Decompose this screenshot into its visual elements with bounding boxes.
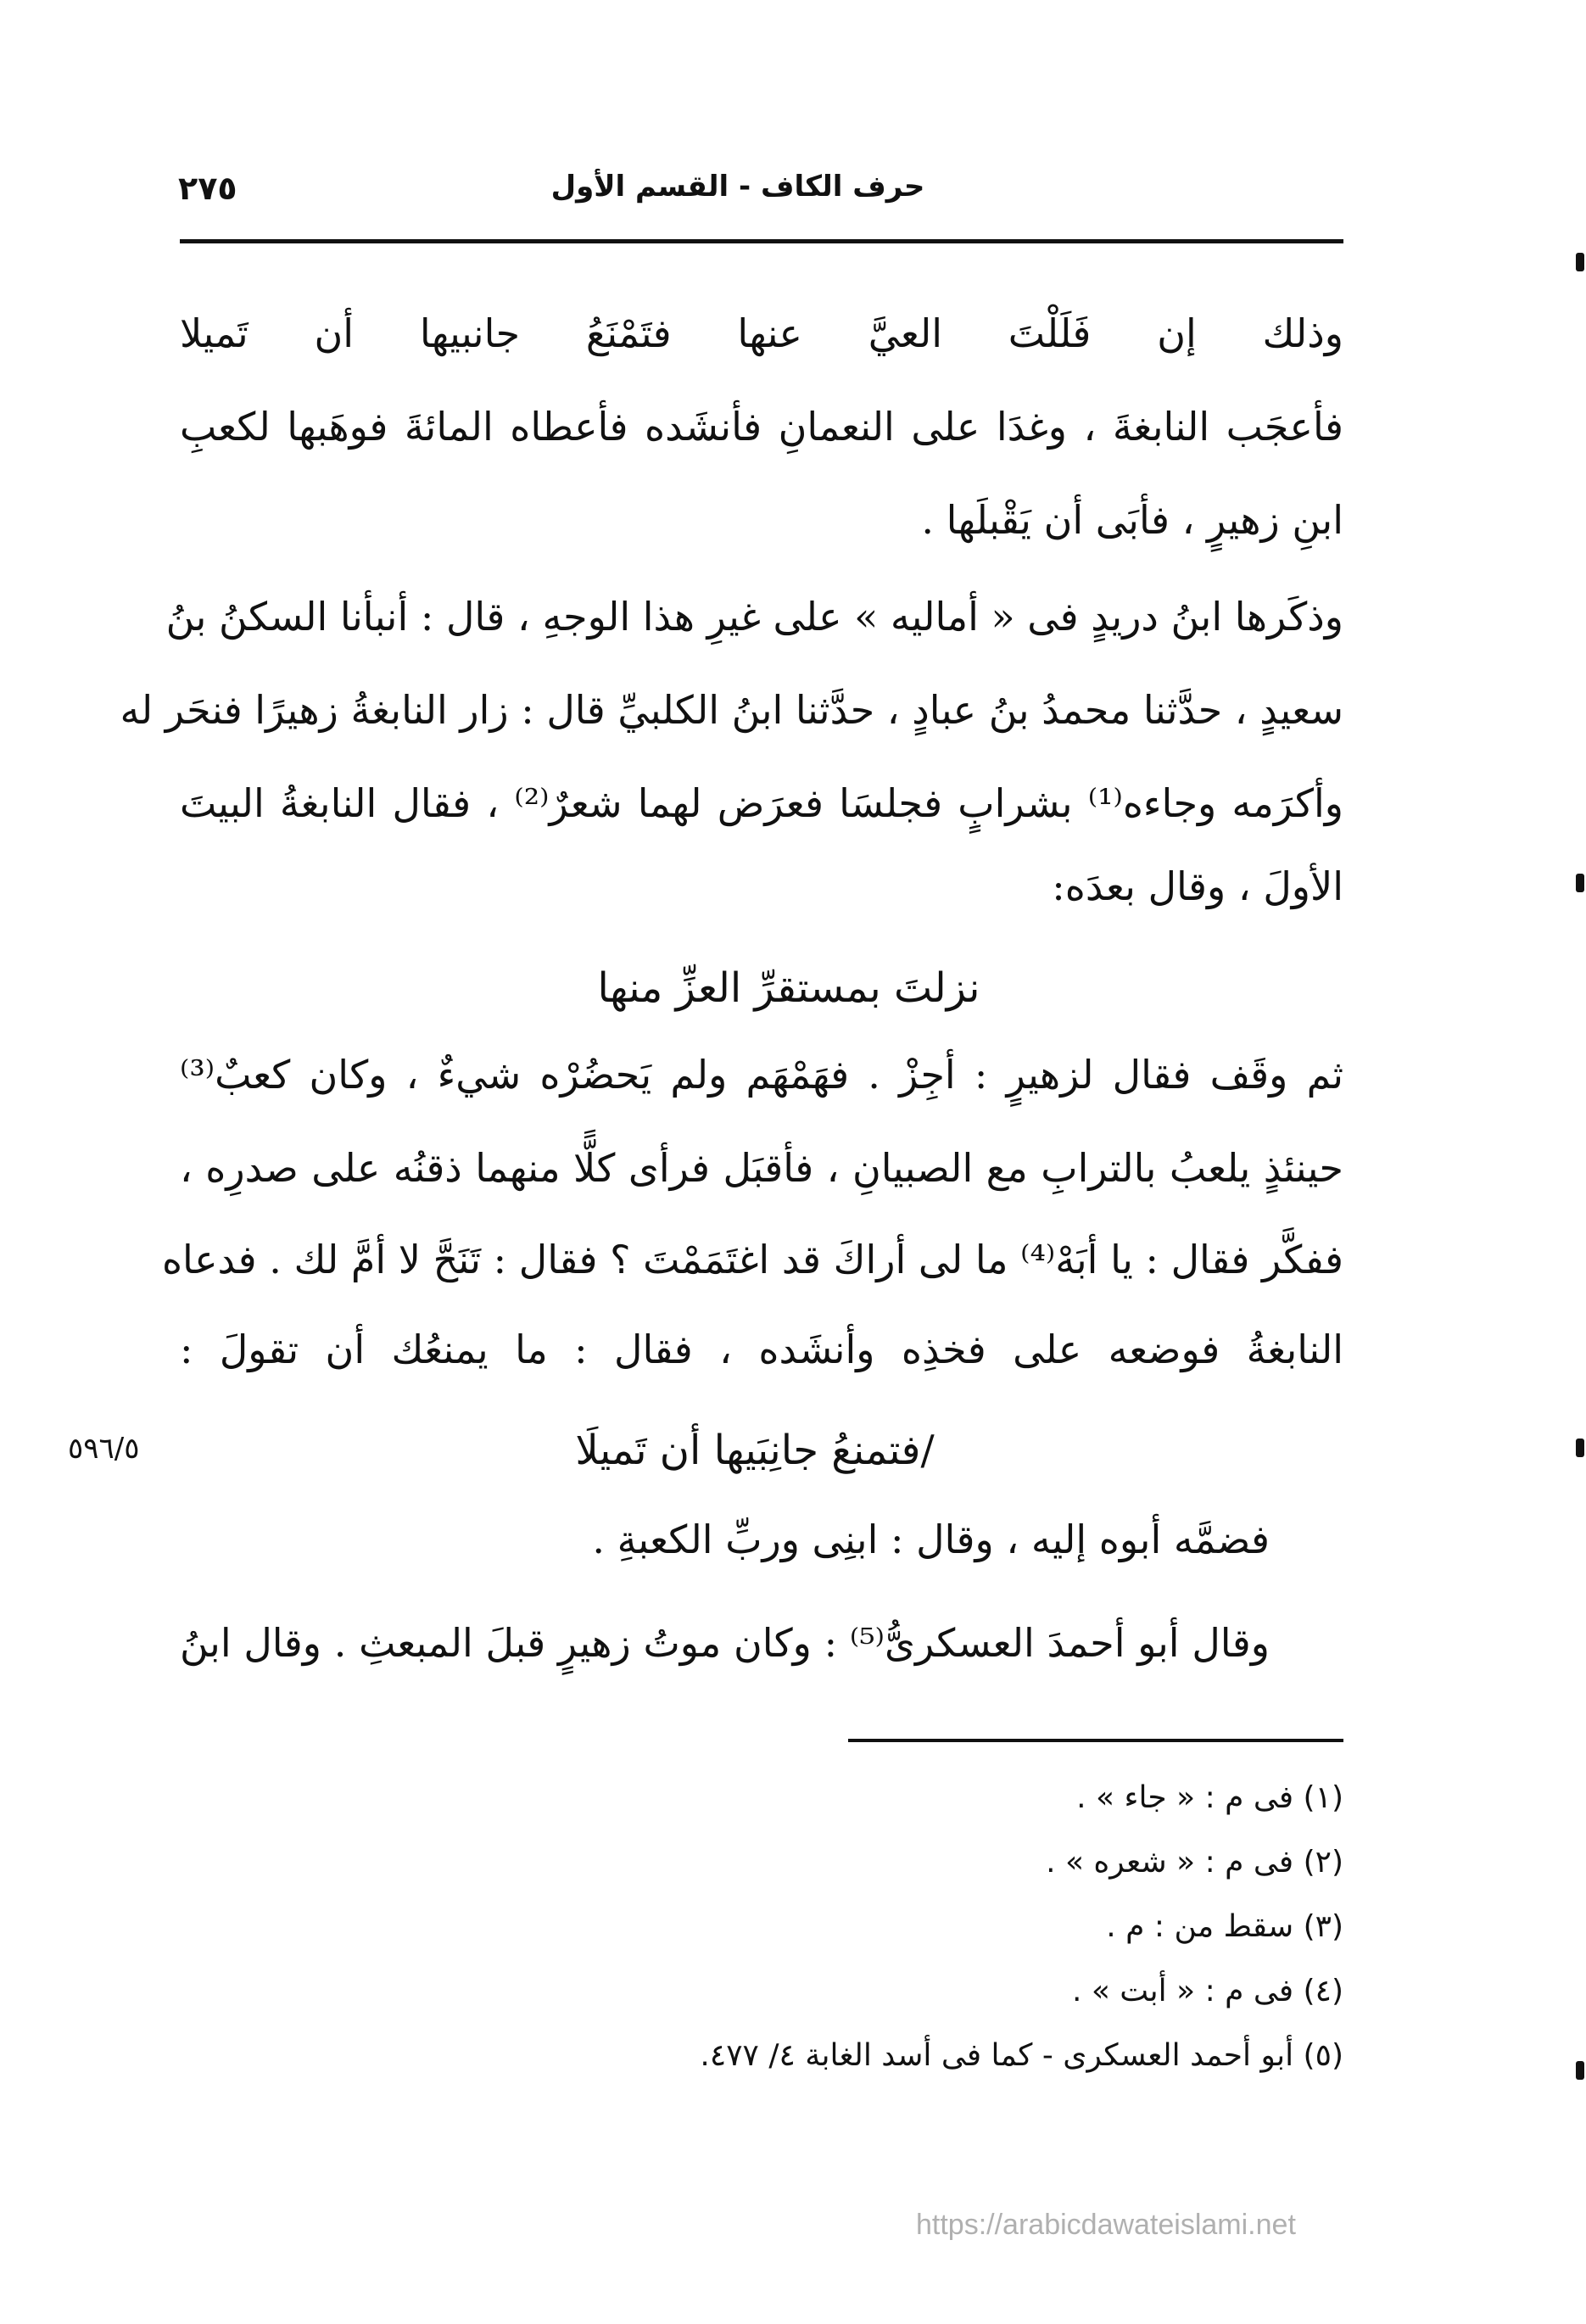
text-line: وقال أبو أحمدَ العسكرىُّ⁽⁵⁾ : وكان موتُ زهيرٍ قبلَ المبعثِ . وقال ابنُ <box>180 1620 1270 1666</box>
watermark-url: https://arabicdawateislami.net <box>916 2209 1296 2241</box>
text-line: وأكرَمه وجاءه⁽¹⁾ بشرابٍ فجلسَا فعرَض لهما شعرٌ⁽²⁾ ، فقال النابغةُ البيتَ <box>180 780 1343 826</box>
verse-line-3: /فتمنعُ جانِبَيها أن تَميلَا <box>575 1427 935 1474</box>
text-line: ففكَّر فقال : يا أبَهْ⁽⁴⁾ ما لى أراكَ قد اغتَمَمْتَ ؟ فقال : تَنَحَّ لا أمَّ لك . فدعاه <box>161 1237 1343 1282</box>
page-number: ٢٧٥ <box>178 170 237 207</box>
footnote: (٥) أبو أحمد العسكرى - كما فى أسد الغابة ٤/ ٤٧٧. <box>700 2038 1343 2073</box>
header-rule <box>180 239 1343 243</box>
text-line: النابغةُ فوضعه على فخذِه وأنشَده ، فقال : ما يمنعُك أن تقولَ : <box>180 1327 1343 1372</box>
verse-line-2: نزلتَ بمستقرِّ العزِّ منها <box>597 964 980 1012</box>
text-line: سعيدٍ ، حدَّثنا محمدُ بنُ عبادٍ ، حدَّثنا ابنُ الكلبيِّ قال : زار النابغةُ زهيرًا فنحَر له <box>120 687 1343 733</box>
scan-edge-mark <box>1576 2061 1584 2080</box>
scan-edge-mark <box>1576 1439 1584 1457</box>
text-line: فضمَّه أبوه إليه ، وقال : ابنِى وربِّ الكعبةِ . <box>592 1517 1270 1562</box>
footnote: (٢) فى م : « شعره » . <box>1046 1845 1343 1880</box>
text-line: حينئذٍ يلعبُ بالترابِ مع الصبيانِ ، فأقبَل فرأى كلًّا منهما ذقنُه على صدرِه ، <box>180 1145 1343 1191</box>
verse-line-1: وذلك إن فَلَلْتَ العيَّ عنها فتَمْنَعُ جانبيها أن تَميلا <box>180 310 1343 356</box>
scan-edge-mark <box>1576 874 1584 892</box>
text-line: ابنِ زهيرٍ ، فأبَى أن يَقْبلَها . <box>921 497 1343 543</box>
text-line: الأولَ ، وقال بعدَه: <box>1052 863 1343 909</box>
margin-reference: ٥٩٦/٥ <box>68 1432 140 1466</box>
footnote: (٣) سقط من : م . <box>1106 1909 1343 1944</box>
footnote: (١) فى م : « جاء » . <box>1076 1780 1343 1815</box>
running-header-title: حرف الكاف - القسم الأول <box>550 170 925 204</box>
text-line: ثم وقَف فقال لزهيرٍ : أجِزْ . فهَمْهَم ولم يَحضُرْه شيءٌ ، وكان كعبٌ⁽³⁾ <box>180 1052 1344 1098</box>
scan-edge-mark <box>1576 253 1584 271</box>
footnote: (٤) فى م : « أبت » . <box>1071 1974 1343 2008</box>
footnote-rule <box>848 1739 1343 1742</box>
text-line: فأعجَب النابغةَ ، وغدَا على النعمانِ فأنشَده فأعطاه المائةَ فوهَبها لكعبِ <box>180 404 1343 450</box>
text-line: وذكَرها ابنُ دريدٍ فى « أماليه » على غيرِ هذا الوجهِ ، قال : أنبأنا السكنُ بنُ <box>165 594 1343 640</box>
